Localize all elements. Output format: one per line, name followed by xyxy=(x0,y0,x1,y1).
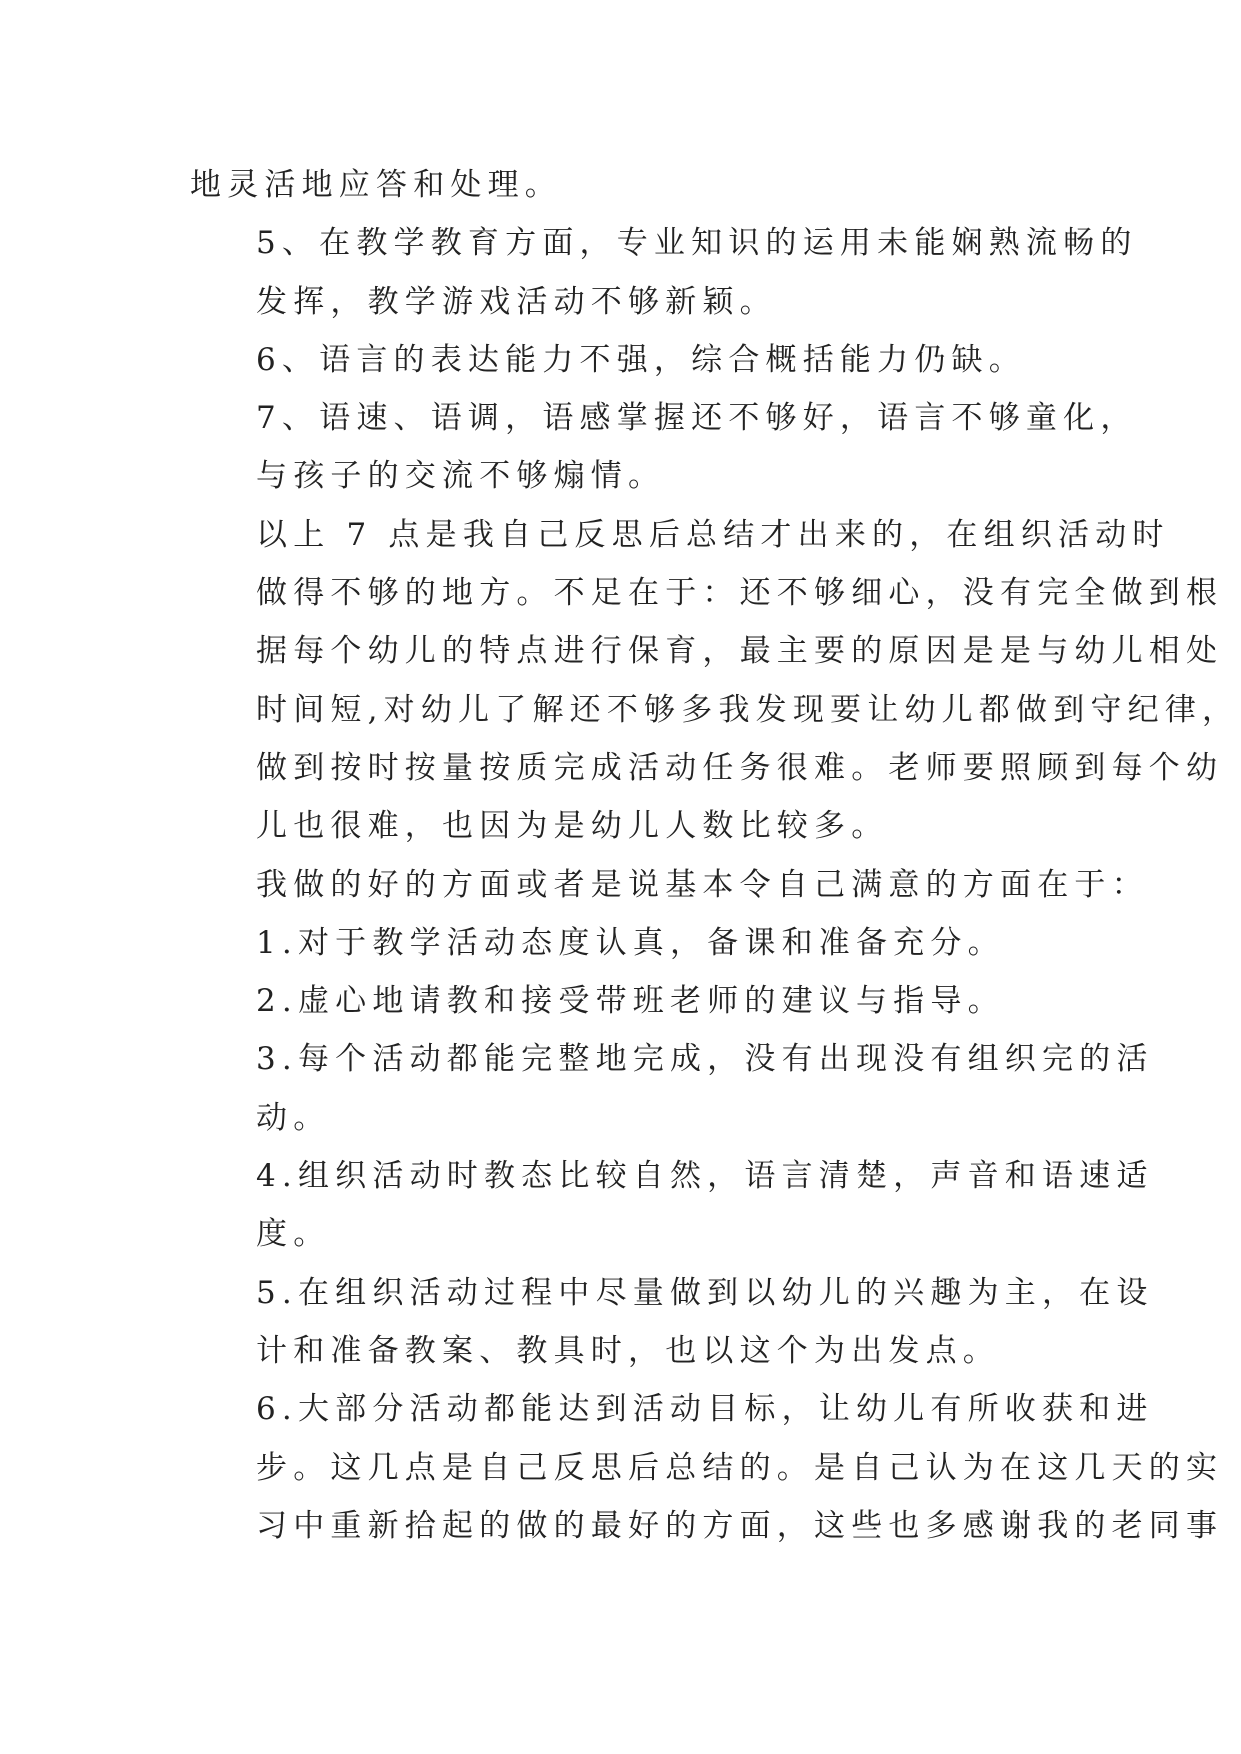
paragraph xyxy=(190,856,1149,914)
paragraph xyxy=(190,389,1138,506)
text-line: 3.每个活动都能完整地完成，没有出现没有组织完的活 xyxy=(256,1041,1154,1078)
paragraph xyxy=(190,1147,1154,1264)
text-line: 时间短,对幼儿了解还不够多我发现要让幼儿都做到守纪律， xyxy=(256,691,1240,728)
text-line: 步。这几点是自己反思后总结的。是自己认为在这几天的实 xyxy=(256,1449,1224,1486)
text-line: 儿也很难，也因为是幼儿人数比较多。 xyxy=(256,808,889,845)
text-line: 做到按时按量按质完成活动任务很难。老师要照顾到每个幼 xyxy=(256,749,1224,786)
text-line: 与孩子的交流不够煽情。 xyxy=(256,458,666,495)
text-line: 7、语速、语调，语感掌握还不够好，语言不够童化， xyxy=(256,400,1138,437)
text-line: 计和准备教案、教具时，也以这个为出发点。 xyxy=(256,1332,1000,1369)
text-line: 2.虚心地请教和接受带班老师的建议与指导。 xyxy=(256,983,1005,1020)
text-line: 6.大部分活动都能达到活动目标，让幼儿有所收获和进 xyxy=(256,1391,1154,1428)
paragraph xyxy=(190,331,1060,389)
text-line: 以上 7 点是我自己反思后总结才出来的，在组织活动时 xyxy=(256,516,1170,553)
text-line: 动。 xyxy=(256,1099,331,1136)
paragraph xyxy=(190,914,1060,972)
text-line: 发挥，教学游戏活动不够新颖。 xyxy=(256,283,777,320)
text-line: 度。 xyxy=(256,1216,331,1253)
text-line: 4.组织活动时教态比较自然，语言清楚，声音和语速适 xyxy=(256,1158,1154,1195)
text-line: 我做的好的方面或者是说基本令自己满意的方面在于： xyxy=(256,866,1149,903)
document-body xyxy=(190,156,1240,1555)
paragraph xyxy=(190,156,1060,214)
text-line: 6、语言的表达能力不强，综合概括能力仍缺。 xyxy=(256,341,1026,378)
text-line: 据每个幼儿的特点进行保育，最主要的原因是是与幼儿相处 xyxy=(256,633,1224,670)
paragraph xyxy=(190,1264,1154,1381)
text-line: 1.对于教学活动态度认真，备课和准备充分。 xyxy=(256,924,1005,961)
text-line: 地灵活地应答和处理。 xyxy=(190,167,562,203)
paragraph xyxy=(190,506,1240,856)
text-line: 习中重新拾起的做的最好的方面，这些也多感谢我的老同事 xyxy=(256,1507,1224,1544)
text-line: 做得不够的地方。不足在于：还不够细心，没有完全做到根 xyxy=(256,575,1224,612)
paragraph xyxy=(190,972,1060,1030)
paragraph xyxy=(190,1030,1154,1147)
paragraph xyxy=(190,1380,1224,1555)
text-line: 5、在教学教育方面，专业知识的运用未能娴熟流畅的 xyxy=(256,225,1138,262)
paragraph xyxy=(190,214,1138,331)
text-line: 5.在组织活动过程中尽量做到以幼儿的兴趣为主，在设 xyxy=(256,1274,1154,1311)
